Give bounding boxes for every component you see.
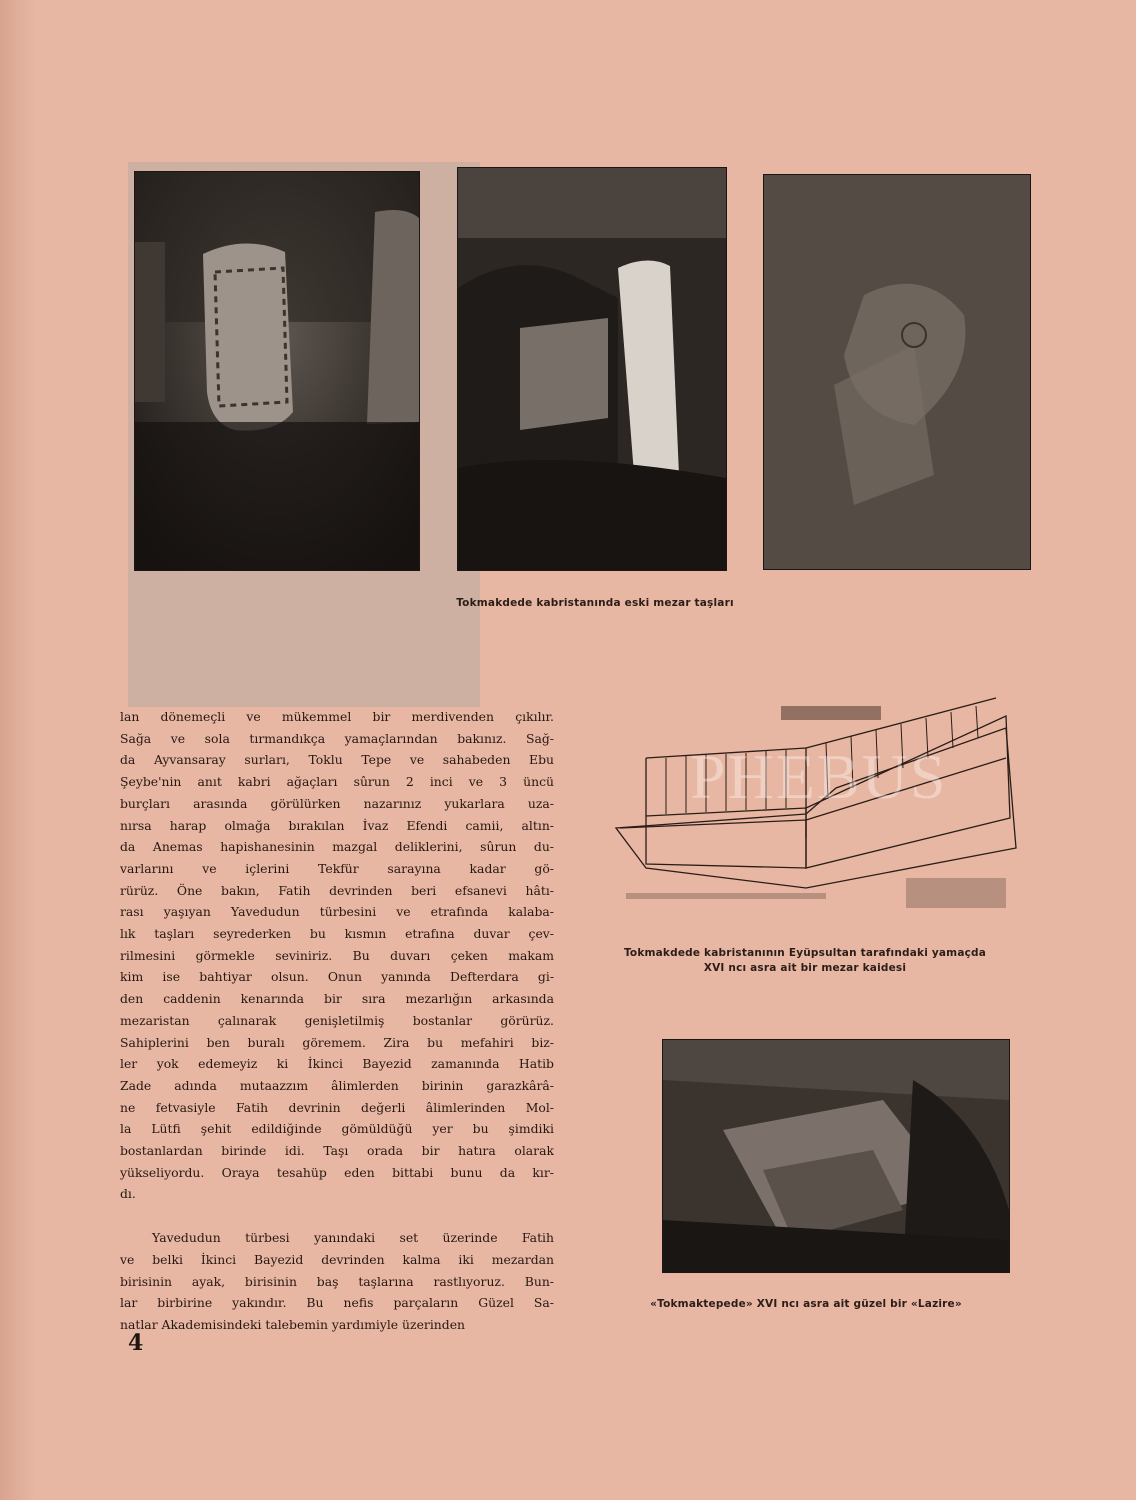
watermark: PHEBUS xyxy=(690,741,948,812)
text-line: Yavedudun türbesi yanındaki set üzerinde Fatih xyxy=(152,1230,554,1246)
tombstone-photo-1 xyxy=(134,171,420,571)
text-line: yükseliyordu. Oraya tesahüp eden bittabi bunu da kır- xyxy=(120,1164,554,1180)
text-line: Şeybe'nin anıt kabri ağaçları sûrun 2 inci ve 3 üncü xyxy=(120,774,554,790)
tombstone-photo-3 xyxy=(763,174,1031,570)
text-line: dı. xyxy=(120,1186,136,1202)
text-line: bostanlardan birinde idi. Taşı orada bir hatıra olarak xyxy=(120,1143,554,1159)
paragraph-2 xyxy=(120,1227,554,1336)
lazire-caption: «Tokmaktepede» XVI ncı asra ait güzel bir «Lazire» xyxy=(650,1298,962,1310)
text-line: natlar Akademisindeki talebemin yardımiyle üzerinden xyxy=(120,1316,466,1332)
text-line: lan dönemeçli ve mükemmel bir merdivenden çıkılır. xyxy=(120,709,554,724)
text-line: lar birbirine yakındır. Bu nefis parçaların Güzel Sa- xyxy=(120,1295,554,1311)
paragraph-1 xyxy=(120,706,554,1205)
text-line: kim ise bahtiyar olsun. Onun yanında Defterdara gi- xyxy=(120,969,554,985)
tombstone-photo-2 xyxy=(457,167,727,571)
text-line: da Ayvansaray surları, Toklu Tepe ve sahabeden Ebu xyxy=(120,752,554,768)
text-line: birisinin ayak, birisinin baş taşlarına rastlıyoruz. Bun- xyxy=(120,1273,554,1289)
text-line: la Lütfi şehit edildiğinde gömüldüğü yer bu şimdiki xyxy=(120,1121,554,1137)
text-line: ler yok edemeyiz ki İkinci Bayezid zamanında Hatib xyxy=(120,1056,554,1072)
text-line: nırsa harap olmağa bırakılan İvaz Efendi camii, altın- xyxy=(120,817,554,833)
drawing-caption-line1: Tokmakdede kabristanının Eyüpsultan tarafındaki yamaçda xyxy=(623,947,987,959)
text-line: mezaristan çalınarak genişletilmiş bostanlar görürüz. xyxy=(120,1012,554,1028)
page-number: 4 xyxy=(128,1330,144,1356)
paragraph-gap xyxy=(120,1205,554,1227)
text-line: Sahiplerini ben buralı göremem. Zira bu mefahiri biz- xyxy=(120,1034,554,1050)
text-line: rilmesini görmekle seviniriz. Bu duvarı çeken makam xyxy=(120,947,554,963)
text-line: rası yaşıyan Yavedudun türbesini ve etrafında kalaba- xyxy=(120,904,554,920)
text-line: ve belki İkinci Bayezid devrinden kalma iki mezardan xyxy=(120,1251,554,1267)
text-line: Zade adında mutaazzım âlimlerden birinin garazkârâ- xyxy=(120,1077,554,1093)
article-body xyxy=(120,706,554,1336)
top-photos-caption: Tokmakdede kabristanında eski mezar taşları xyxy=(456,597,734,609)
text-line: Sağa ve sola tırmandıkça yamaçlarından bakınız. Sağ- xyxy=(120,730,554,746)
text-line: lık taşları seyrederken bu kısmın etrafına duvar çev- xyxy=(120,926,554,942)
drawing-caption-line2: XVI ncı asra ait bir mezar kaidesi xyxy=(703,962,907,974)
text-line: varlarını ve içlerini Tekfür sarayına kadar gö- xyxy=(120,860,554,876)
text-line: da Anemas hapishanesinin mazgal deliklerini, sûrun du- xyxy=(120,839,554,855)
text-line: burçları arasında görülürken nazarınız yukarlara uza- xyxy=(120,795,554,811)
text-line: ne fetvasiyle Fatih devrinin değerli âlimlerinden Mol- xyxy=(120,1099,554,1115)
lazire-photo xyxy=(662,1039,1010,1273)
drawing-caption xyxy=(605,946,1005,976)
page-edge-shadow xyxy=(0,0,36,1500)
text-line: rürüz. Öne bakın, Fatih devrinden beri efsanevi hâtı- xyxy=(120,882,554,898)
text-line: den caddenin kenarında bir sıra mezarlığın arkasında xyxy=(120,991,554,1007)
